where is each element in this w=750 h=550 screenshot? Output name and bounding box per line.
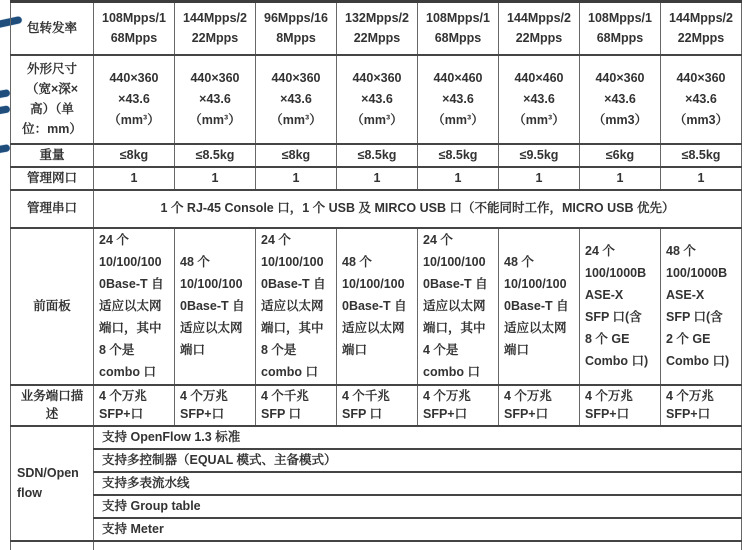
cell-service-ports: 4 个千兆 SFP 口 xyxy=(256,385,337,426)
cell-front-panel: 24 个 10/100/100 0Base-T 自 适应以太网 端口，其中 8 个是 combo 口 xyxy=(256,228,337,385)
cell-service-ports: 4 个万兆 SFP+口 xyxy=(175,385,256,426)
cell-dimensions: 440×360 ×43.6 （mm3） xyxy=(661,55,742,144)
row-header-weight: 重量 xyxy=(11,144,94,167)
cell-mgmt-eth: 1 xyxy=(94,167,175,190)
cell-weight: ≤8.5kg xyxy=(661,144,742,167)
cell-next-clipped xyxy=(94,541,742,550)
row-mgmt-ethernet-port xyxy=(11,167,742,190)
row-header-front-panel: 前面板 xyxy=(11,228,94,385)
cell-forwarding: 108Mpps/1 68Mpps xyxy=(580,2,661,55)
cell-dimensions: 440×360 ×43.6 （mm³） xyxy=(175,55,256,144)
row-mgmt-serial-port xyxy=(11,190,742,228)
cell-forwarding: 144Mpps/2 22Mpps xyxy=(175,2,256,55)
cell-forwarding: 132Mpps/2 22Mpps xyxy=(337,2,418,55)
cell-service-ports: 4 个千兆 SFP 口 xyxy=(337,385,418,426)
cell-weight: ≤8.5kg xyxy=(175,144,256,167)
row-sdn-openflow xyxy=(11,495,742,518)
cell-mgmt-eth: 1 xyxy=(175,167,256,190)
cell-service-ports: 4 个万兆 SFP+口 xyxy=(94,385,175,426)
cell-forwarding: 108Mpps/1 68Mpps xyxy=(94,2,175,55)
row-forwarding-rate xyxy=(11,2,742,55)
cell-front-panel: 48 个 100/1000B ASE-X SFP 口(含 2 个 GE Combo 口) xyxy=(661,228,742,385)
cell-dimensions: 440×360 ×43.6 （mm³） xyxy=(94,55,175,144)
pen-stroke-annotation xyxy=(0,89,10,102)
cell-dimensions: 440×360 ×43.6 （mm3） xyxy=(580,55,661,144)
cell-service-ports: 4 个万兆 SFP+口 xyxy=(661,385,742,426)
cell-service-ports: 4 个万兆 SFP+口 xyxy=(580,385,661,426)
cell-forwarding: 144Mpps/2 22Mpps xyxy=(499,2,580,55)
cell-mgmt-eth: 1 xyxy=(661,167,742,190)
cell-mgmt-eth: 1 xyxy=(580,167,661,190)
row-header-sdn-openflow: SDN/Open flow xyxy=(11,426,94,541)
cell-weight: ≤8.5kg xyxy=(418,144,499,167)
cell-service-ports: 4 个万兆 SFP+口 xyxy=(499,385,580,426)
row-sdn-openflow xyxy=(11,449,742,472)
cell-forwarding: 108Mpps/1 68Mpps xyxy=(418,2,499,55)
cell-front-panel: 48 个 10/100/100 0Base-T 自 适应以太网 端口 xyxy=(499,228,580,385)
cell-front-panel: 24 个 100/1000B ASE-X SFP 口(含 8 个 GE Combo 口) xyxy=(580,228,661,385)
cell-forwarding: 96Mpps/16 8Mpps xyxy=(256,2,337,55)
spec-table xyxy=(10,0,742,550)
row-sdn-openflow xyxy=(11,472,742,495)
row-header-mgmt-serial-port: 管理串口 xyxy=(11,190,94,228)
cell-front-panel: 24 个 10/100/100 0Base-T 自 适应以太网 端口，其中 8 个是 combo 口 xyxy=(94,228,175,385)
row-dimensions xyxy=(11,55,742,144)
cell-forwarding: 144Mpps/2 22Mpps xyxy=(661,2,742,55)
cell-mgmt-serial-merged: 1 个 RJ-45 Console 口，1 个 USB 及 MIRCO USB 口（不能同时工作，MICRO USB 优先） xyxy=(94,190,742,228)
row-sdn-openflow xyxy=(11,518,742,541)
cell-weight: ≤8.5kg xyxy=(337,144,418,167)
cell-sdn-feature: 支持多表流水线 xyxy=(94,472,742,495)
row-header-dimensions: 外形尺寸 （宽×深× 高）（单 位：mm） xyxy=(11,55,94,144)
cell-mgmt-eth: 1 xyxy=(499,167,580,190)
cell-sdn-feature: 支持 OpenFlow 1.3 标准 xyxy=(94,426,742,449)
row-next-clipped xyxy=(11,541,742,550)
pen-stroke-annotation xyxy=(0,105,10,117)
row-service-ports xyxy=(11,385,742,426)
cell-front-panel: 24 个 10/100/100 0Base-T 自 适应以太网 端口，其中 4 个是 combo 口 xyxy=(418,228,499,385)
cell-service-ports: 4 个万兆 SFP+口 xyxy=(418,385,499,426)
row-weight xyxy=(11,144,742,167)
cell-dimensions: 440×460 ×43.6 （mm³） xyxy=(499,55,580,144)
cell-weight: ≤8kg xyxy=(94,144,175,167)
cell-mgmt-eth: 1 xyxy=(337,167,418,190)
cell-mgmt-eth: 1 xyxy=(256,167,337,190)
cell-weight: ≤9.5kg xyxy=(499,144,580,167)
row-header-next-clipped xyxy=(11,541,94,550)
cell-sdn-feature: 支持多控制器（EQUAL 模式、主备模式） xyxy=(94,449,742,472)
row-header-mgmt-ethernet-port: 管理网口 xyxy=(11,167,94,190)
row-sdn-openflow xyxy=(11,426,742,449)
cell-sdn-feature: 支持 Group table xyxy=(94,495,742,518)
cell-weight: ≤6kg xyxy=(580,144,661,167)
cell-front-panel: 48 个 10/100/100 0Base-T 自 适应以太网 端口 xyxy=(337,228,418,385)
pen-stroke-annotation xyxy=(0,144,10,157)
cell-mgmt-eth: 1 xyxy=(418,167,499,190)
row-front-panel xyxy=(11,228,742,385)
cell-dimensions: 440×360 ×43.6 （mm³） xyxy=(337,55,418,144)
cell-weight: ≤8kg xyxy=(256,144,337,167)
row-header-forwarding-rate: 包转发率 xyxy=(11,2,94,55)
cell-dimensions: 440×360 ×43.6 （mm³） xyxy=(256,55,337,144)
cell-sdn-feature: 支持 Meter xyxy=(94,518,742,541)
row-header-service-ports: 业务端口描 述 xyxy=(11,385,94,426)
cell-front-panel: 48 个 10/100/100 0Base-T 自 适应以太网 端口 xyxy=(175,228,256,385)
cell-dimensions: 440×460 ×43.6 （mm³） xyxy=(418,55,499,144)
